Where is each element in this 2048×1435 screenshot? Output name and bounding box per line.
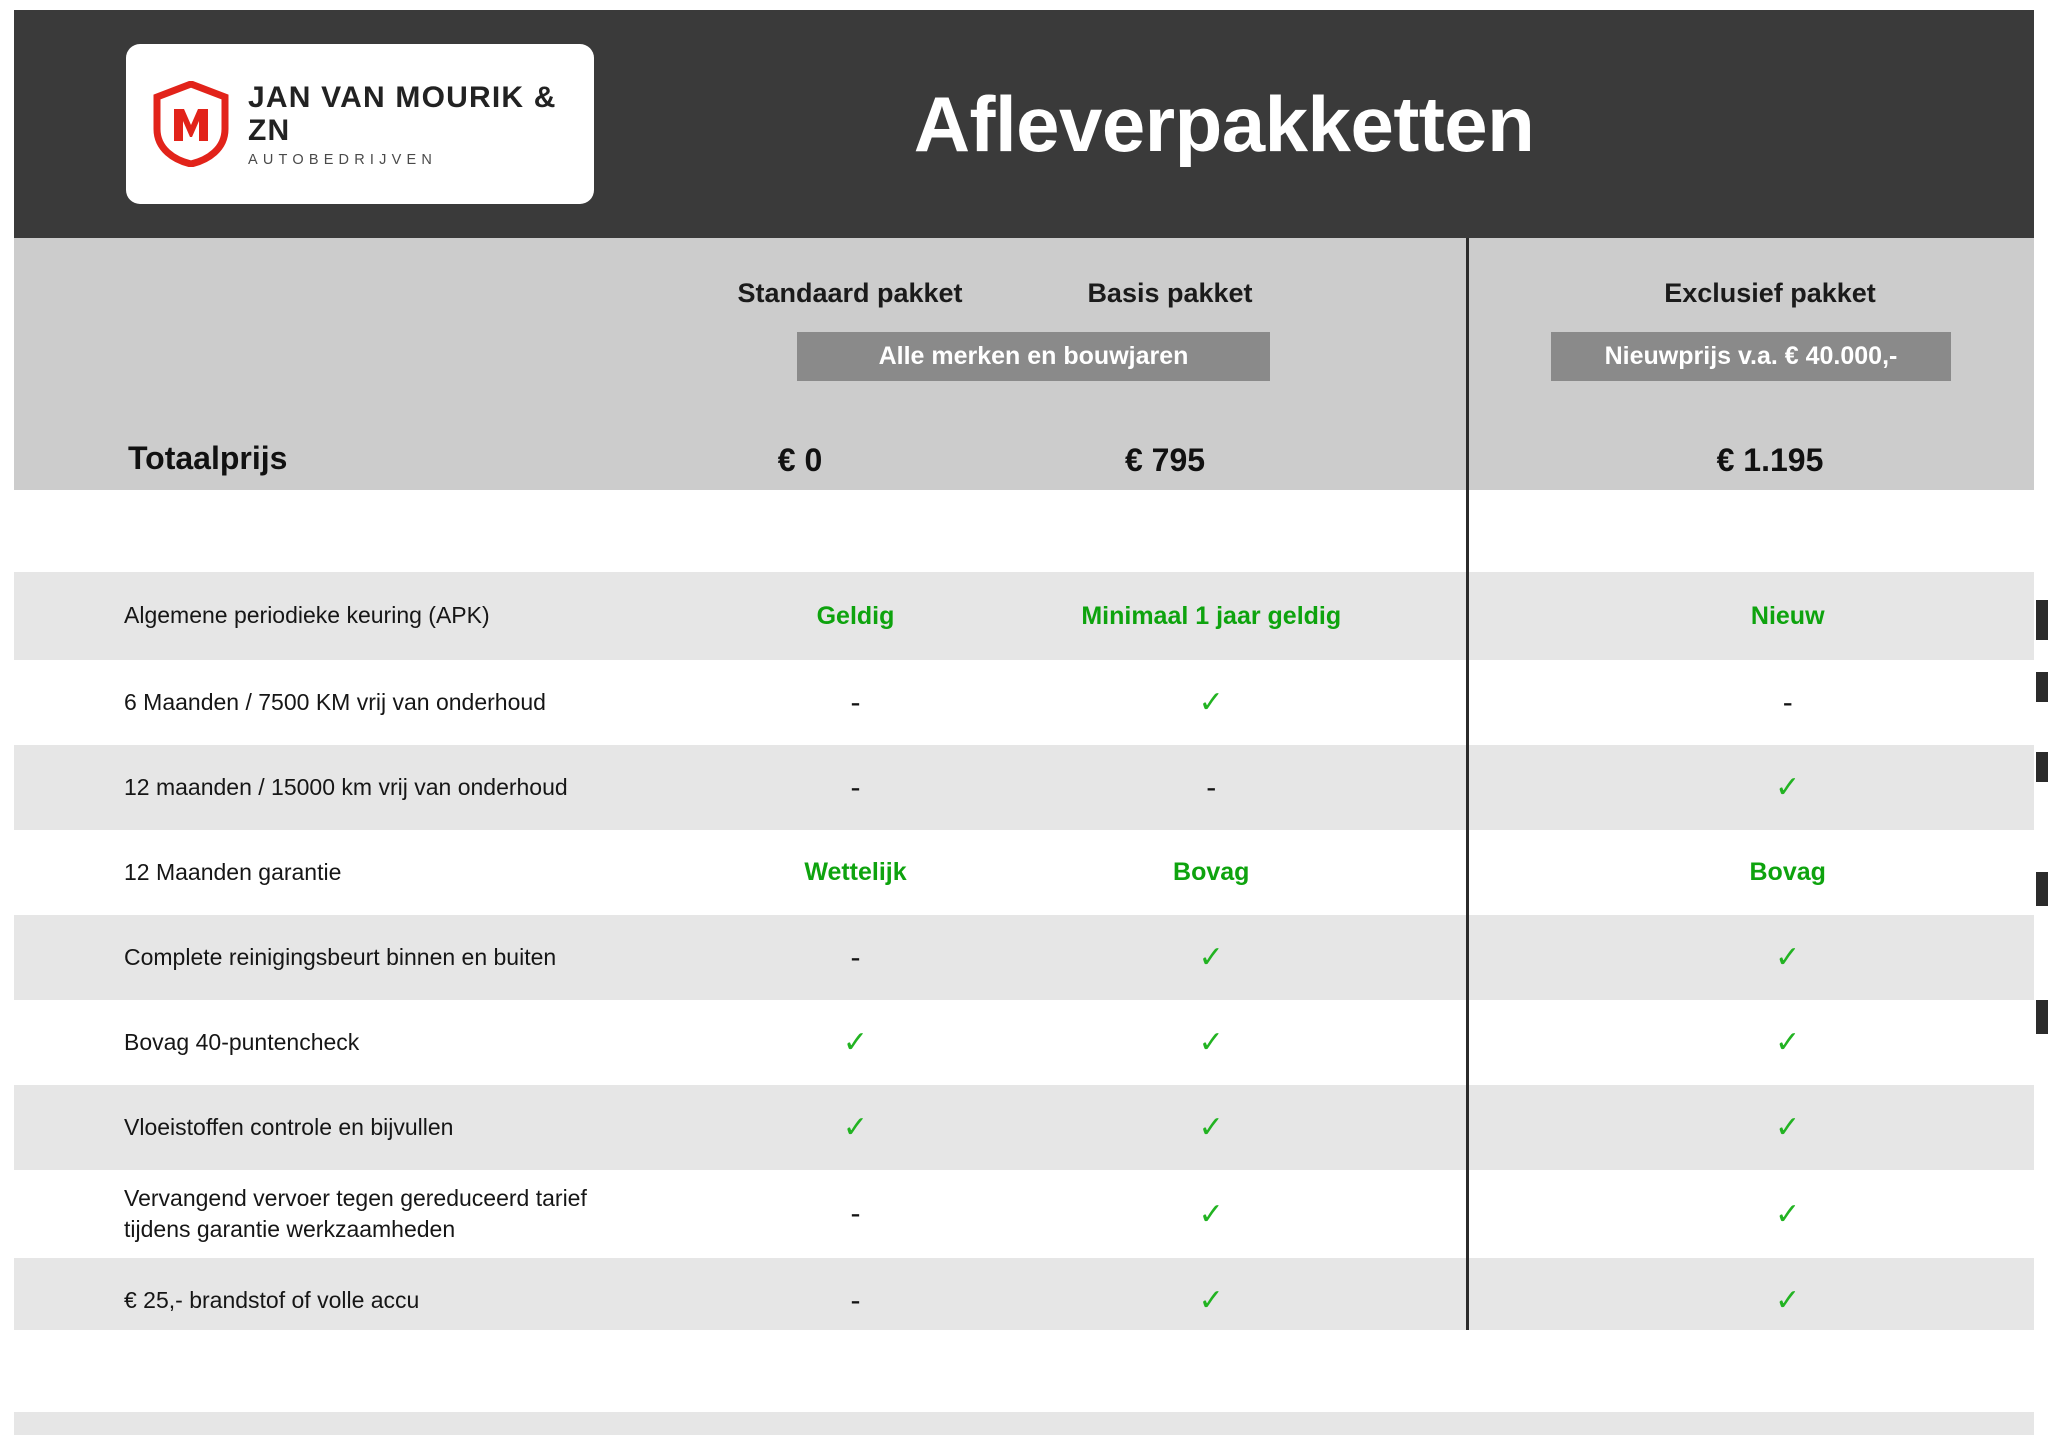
logo-text <box>248 81 594 168</box>
cell-exclusief: - <box>1782 685 1793 719</box>
row-label: 6 Maanden / 7500 KM vrij van onderhoud <box>124 688 546 715</box>
company-logo <box>126 44 594 204</box>
cell-standaard: Geldig <box>816 601 895 630</box>
page-edge-tick <box>2036 872 2048 906</box>
page-edge-tick <box>2036 672 2048 702</box>
price-exclusief: € 1.195 <box>1716 442 1824 478</box>
cell-exclusief: ✓ <box>1775 941 1801 974</box>
column-header-standaard: Standaard pakket <box>737 278 963 308</box>
cell-basis: ✓ <box>1198 1111 1224 1144</box>
table-row <box>14 1170 2034 1258</box>
bottom-strip <box>14 1412 2034 1435</box>
band-spacer <box>14 490 2034 572</box>
cell-standaard: - <box>850 1197 861 1230</box>
bottom-spacer <box>14 1330 2034 1415</box>
cell-basis: Bovag <box>1173 858 1250 886</box>
page-edge-tick <box>2036 1000 2048 1034</box>
column-separator <box>1466 238 1469 1413</box>
cell-exclusief: ✓ <box>1775 771 1801 804</box>
cell-standaard: ✓ <box>842 1026 869 1059</box>
cell-basis: ✓ <box>1198 686 1224 719</box>
page-title: Afleverpakketten <box>913 79 1535 168</box>
row-label: € 25,- brandstof of volle accu <box>124 1286 420 1313</box>
table-row <box>14 915 2034 1000</box>
cell-basis: ✓ <box>1198 1197 1224 1231</box>
cell-basis: ✓ <box>1198 941 1224 974</box>
row-label: Vervangend vervoer tegen gereduceerd tarief tijdens garantie werkzaamheden <box>124 1184 587 1242</box>
badge-nieuwprijs: Nieuwprijs v.a. € 40.000,- <box>1551 332 1951 381</box>
cell-standaard: - <box>850 1283 861 1317</box>
page-header <box>14 10 2034 238</box>
cell-exclusief: Bovag <box>1749 858 1826 886</box>
cell-basis: ✓ <box>1198 1026 1224 1059</box>
cell-standaard: Wettelijk <box>804 858 907 886</box>
row-label: Vloeistoffen controle en bijvullen <box>124 1113 454 1140</box>
cell-basis: ✓ <box>1198 1284 1224 1317</box>
cell-exclusief: ✓ <box>1775 1026 1801 1059</box>
cell-basis: Minimaal 1 jaar geldig <box>1081 601 1342 630</box>
feature-table <box>14 572 2034 1343</box>
price-basis: € 795 <box>1124 442 1206 478</box>
row-label: 12 Maanden garantie <box>124 858 342 885</box>
column-header-basis: Basis pakket <box>1087 278 1253 308</box>
price-standaard: € 0 <box>777 442 823 478</box>
logo-tagline: AUTOBEDRIJVEN <box>248 151 437 168</box>
cell-exclusief: ✓ <box>1775 1284 1801 1317</box>
table-row <box>14 745 2034 830</box>
row-label: Bovag 40-puntencheck <box>124 1028 360 1055</box>
badge-alle-merken: Alle merken en bouwjaren <box>797 332 1270 381</box>
row-label: Algemene periodieke keuring (APK) <box>124 602 490 629</box>
table-row <box>14 1000 2034 1085</box>
cell-exclusief: ✓ <box>1775 1111 1801 1144</box>
cell-standaard: - <box>850 770 861 804</box>
table-row <box>14 660 2034 745</box>
total-price-label: Totaalprijs <box>128 440 288 476</box>
row-label: Complete reinigingsbeurt binnen en buiten <box>124 943 557 970</box>
shield-logo-icon <box>152 81 230 167</box>
cell-standaard: - <box>850 685 861 719</box>
column-header-exclusief: Exclusief pakket <box>1664 278 1876 308</box>
cell-basis: - <box>1206 770 1217 804</box>
cell-exclusief: ✓ <box>1775 1197 1801 1231</box>
table-row <box>14 1085 2034 1170</box>
logo-brand-name: JAN VAN MOURIK & ZN <box>248 80 557 147</box>
page-edge-tick <box>2036 752 2048 782</box>
table-row <box>14 830 2034 915</box>
cell-standaard: - <box>850 940 861 974</box>
cell-exclusief: Nieuw <box>1750 601 1825 630</box>
cell-standaard: ✓ <box>842 1111 869 1144</box>
page-edge-tick <box>2036 600 2048 640</box>
row-label: 12 maanden / 15000 km vrij van onderhoud <box>124 773 568 800</box>
table-row <box>14 572 2034 660</box>
